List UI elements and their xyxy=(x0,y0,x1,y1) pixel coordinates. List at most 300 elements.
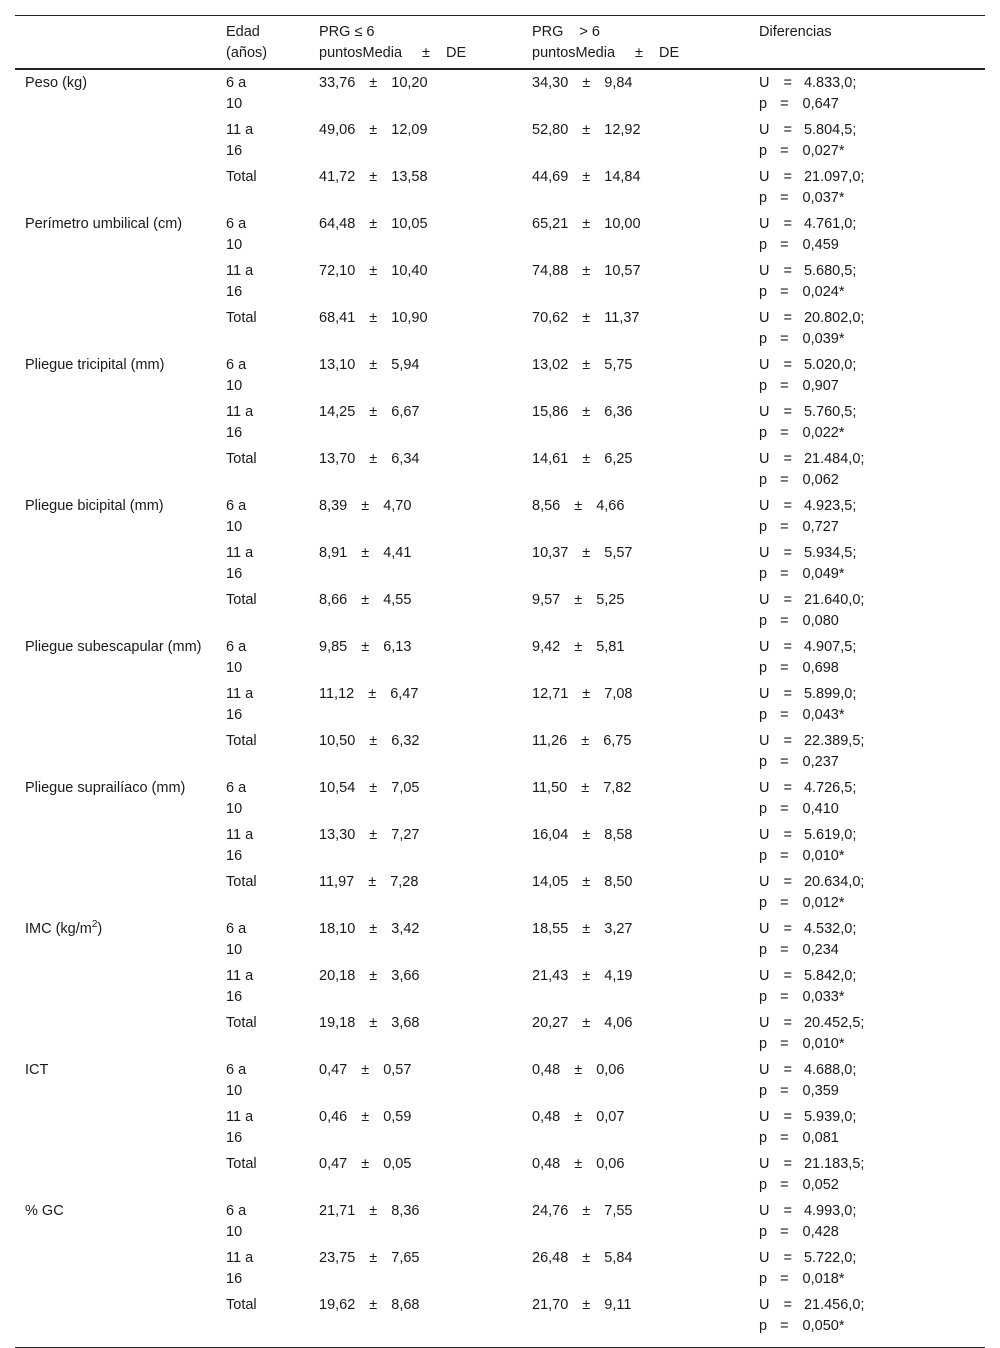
mean-value: 33,76 xyxy=(319,75,356,91)
equals-sign: = xyxy=(780,1224,789,1240)
age-group-label: 6 a 10 xyxy=(226,921,247,958)
sd-value: 10,90 xyxy=(391,310,428,326)
stat-symbol: U xyxy=(759,827,770,843)
p-value xyxy=(759,1081,985,1102)
variable-label xyxy=(15,1292,216,1348)
difference-stats xyxy=(749,775,985,822)
age-group-label: 6 a 10 xyxy=(226,216,247,253)
equals-sign: = xyxy=(783,827,792,843)
table-row xyxy=(15,1010,985,1057)
age-group-label: 11 a 16 xyxy=(226,263,254,300)
equals-sign: = xyxy=(780,895,789,911)
u-statistic xyxy=(759,1295,985,1316)
p-value xyxy=(759,1316,985,1337)
plus-minus-sign: ± xyxy=(361,639,370,655)
p-value xyxy=(759,188,985,209)
header-prg-gt6 xyxy=(522,16,749,70)
mean-value: 12,71 xyxy=(532,686,569,702)
sd-value: 7,27 xyxy=(391,827,420,843)
stat-value: 0,647 xyxy=(802,96,839,112)
equals-sign: = xyxy=(780,284,789,300)
table-row xyxy=(15,352,985,399)
sd-value: 4,41 xyxy=(383,545,412,561)
sd-value: 6,25 xyxy=(604,451,633,467)
variable-name-tail: ) xyxy=(97,921,103,937)
u-statistic xyxy=(759,919,985,940)
equals-sign: = xyxy=(783,1203,792,1219)
plus-minus-sign: ± xyxy=(369,122,378,138)
table-row xyxy=(15,305,985,352)
sd-value: 6,75 xyxy=(603,733,632,749)
stat-symbol: U xyxy=(759,1250,770,1266)
equals-sign: = xyxy=(780,1130,789,1146)
table-row xyxy=(15,446,985,493)
table-body xyxy=(15,69,985,1348)
stat-value: 0,037* xyxy=(802,190,845,206)
stat-value: 5.680,5; xyxy=(803,263,857,279)
stat-value: 0,010* xyxy=(802,1036,845,1052)
p-value xyxy=(759,940,985,961)
age-group xyxy=(216,1057,309,1104)
header-prg-le6 xyxy=(309,16,522,70)
stat-symbol: p xyxy=(759,613,768,629)
stat-symbol: p xyxy=(759,378,768,394)
plus-minus-sign: ± xyxy=(582,921,591,937)
equals-sign: = xyxy=(780,942,789,958)
variable-name: Pliegue subescapular (mm) xyxy=(25,639,202,655)
sd-value: 9,11 xyxy=(604,1297,632,1313)
age-group xyxy=(216,634,309,681)
u-statistic xyxy=(759,496,985,517)
header-prg-le6-line2 xyxy=(319,43,522,64)
plus-minus-sign: ± xyxy=(369,1297,378,1313)
equals-sign: = xyxy=(780,519,789,535)
sd-value: 7,05 xyxy=(391,780,420,796)
prg-gt6-value xyxy=(522,681,749,728)
plus-minus-sign: ± xyxy=(369,1015,378,1031)
variable-label xyxy=(15,305,216,352)
difference-stats xyxy=(749,305,985,352)
stat-value: 21.456,0; xyxy=(803,1297,865,1313)
prg-le6-value xyxy=(309,305,522,352)
sd-value: 5,75 xyxy=(604,357,633,373)
prg-gt6-value xyxy=(522,352,749,399)
variable-name: % GC xyxy=(25,1203,64,1219)
plus-minus-sign: ± xyxy=(369,75,378,91)
age-group-label: Total xyxy=(226,451,257,467)
age-group-label: Total xyxy=(226,1297,257,1313)
p-value xyxy=(759,564,985,585)
table-row xyxy=(15,1104,985,1151)
variable-name: Pliegue tricipital (mm) xyxy=(25,357,165,373)
stat-value: 0,081 xyxy=(802,1130,839,1146)
age-group xyxy=(216,352,309,399)
header-de: DE xyxy=(446,45,467,61)
prg-gt6-value xyxy=(522,258,749,305)
mean-value: 11,26 xyxy=(532,733,568,749)
age-group-label: Total xyxy=(226,733,257,749)
age-group-label: 11 a 16 xyxy=(226,968,254,1005)
plus-minus-sign: ± xyxy=(368,874,377,890)
prg-gt6-value xyxy=(522,117,749,164)
plus-minus-sign: ± xyxy=(369,216,378,232)
plus-minus-sign: ± xyxy=(369,169,378,185)
p-value xyxy=(759,235,985,256)
age-group-label: Total xyxy=(226,1156,257,1172)
sd-value: 5,84 xyxy=(604,1250,633,1266)
u-statistic xyxy=(759,1201,985,1222)
mean-value: 14,05 xyxy=(532,874,569,890)
stat-symbol: p xyxy=(759,1318,768,1334)
prg-gt6-value xyxy=(522,1010,749,1057)
age-group xyxy=(216,869,309,916)
mean-value: 15,86 xyxy=(532,404,569,420)
variable-label xyxy=(15,1245,216,1292)
equals-sign: = xyxy=(783,263,792,279)
u-statistic xyxy=(759,261,985,282)
sd-value: 3,66 xyxy=(391,968,420,984)
table-row xyxy=(15,117,985,164)
header-text: puntosMedia xyxy=(319,45,403,61)
plus-minus-sign: ± xyxy=(582,310,591,326)
stat-value: 0,022* xyxy=(802,425,845,441)
age-group-label: 6 a 10 xyxy=(226,639,247,676)
difference-stats xyxy=(749,587,985,634)
equals-sign: = xyxy=(780,566,789,582)
plus-minus-sign: ± xyxy=(582,75,591,91)
u-statistic xyxy=(759,684,985,705)
stat-symbol: p xyxy=(759,660,768,676)
variable-label xyxy=(15,399,216,446)
sd-value: 8,68 xyxy=(391,1297,420,1313)
age-group-label: 11 a 16 xyxy=(226,122,254,159)
header-de: DE xyxy=(659,45,680,61)
sd-value: 14,84 xyxy=(604,169,641,185)
plus-minus-sign: ± xyxy=(582,216,591,232)
equals-sign: = xyxy=(783,404,792,420)
equals-sign: = xyxy=(783,874,792,890)
stat-value: 5.020,0; xyxy=(803,357,857,373)
plus-minus-sign: ± xyxy=(369,451,378,467)
p-value xyxy=(759,611,985,632)
stat-symbol: U xyxy=(759,592,770,608)
age-group xyxy=(216,1151,309,1198)
prg-gt6-value xyxy=(522,869,749,916)
prg-le6-value xyxy=(309,1198,522,1245)
sd-value: 3,68 xyxy=(391,1015,420,1031)
stat-symbol: p xyxy=(759,96,768,112)
u-statistic xyxy=(759,402,985,423)
prg-le6-value xyxy=(309,446,522,493)
stat-symbol: p xyxy=(759,848,768,864)
plus-minus-sign: ± xyxy=(574,1156,583,1172)
equals-sign: = xyxy=(783,733,792,749)
mean-value: 18,10 xyxy=(319,921,356,937)
p-value xyxy=(759,893,985,914)
equals-sign: = xyxy=(780,425,789,441)
difference-stats xyxy=(749,69,985,117)
variable-label xyxy=(15,822,216,869)
prg-le6-value xyxy=(309,728,522,775)
prg-le6-value xyxy=(309,399,522,446)
variable-label xyxy=(15,1151,216,1198)
prg-gt6-value xyxy=(522,399,749,446)
stat-value: 4.923,5; xyxy=(803,498,857,514)
prg-gt6-value xyxy=(522,211,749,258)
sd-value: 5,57 xyxy=(604,545,633,561)
stat-value: 0,698 xyxy=(802,660,839,676)
header-age-line1: Edad xyxy=(226,24,260,40)
plus-minus-sign: ± xyxy=(369,1250,378,1266)
sd-value: 12,09 xyxy=(391,122,428,138)
mean-value: 8,56 xyxy=(532,498,561,514)
stat-value: 4.688,0; xyxy=(803,1062,857,1078)
mean-value: 16,04 xyxy=(532,827,569,843)
stat-symbol: U xyxy=(759,686,770,702)
table-row xyxy=(15,634,985,681)
equals-sign: = xyxy=(780,190,789,206)
stat-value: 0,010* xyxy=(802,848,845,864)
mean-value: 21,43 xyxy=(532,968,569,984)
stat-symbol: U xyxy=(759,451,770,467)
table-row xyxy=(15,69,985,117)
stat-symbol: p xyxy=(759,472,768,488)
age-group-label: 6 a 10 xyxy=(226,357,247,394)
age-group-label: Total xyxy=(226,310,257,326)
age-group-label: 6 a 10 xyxy=(226,1062,247,1099)
stat-symbol: U xyxy=(759,169,770,185)
equals-sign: = xyxy=(783,545,792,561)
sd-value: 0,05 xyxy=(383,1156,412,1172)
p-value xyxy=(759,752,985,773)
age-group-label: 11 a 16 xyxy=(226,404,254,441)
stat-symbol: p xyxy=(759,895,768,911)
stat-symbol: U xyxy=(759,921,770,937)
mean-value: 0,47 xyxy=(319,1156,348,1172)
prg-gt6-value xyxy=(522,916,749,963)
difference-stats xyxy=(749,446,985,493)
sd-value: 4,06 xyxy=(604,1015,633,1031)
plus-minus-sign: ± xyxy=(582,451,591,467)
table-row xyxy=(15,869,985,916)
plus-minus-sign: ± xyxy=(582,968,591,984)
p-value xyxy=(759,1222,985,1243)
difference-stats xyxy=(749,1104,985,1151)
prg-le6-value xyxy=(309,916,522,963)
sd-value: 7,65 xyxy=(391,1250,420,1266)
prg-gt6-value xyxy=(522,963,749,1010)
p-value xyxy=(759,705,985,726)
variable-name: Pliegue suprailíaco (mm) xyxy=(25,780,186,796)
prg-le6-value xyxy=(309,775,522,822)
sd-value: 10,00 xyxy=(604,216,641,232)
plus-minus-sign: ± xyxy=(582,357,591,373)
equals-sign: = xyxy=(780,801,789,817)
difference-stats xyxy=(749,540,985,587)
plus-minus-sign: ± xyxy=(582,169,591,185)
prg-le6-value xyxy=(309,1292,522,1348)
sd-value: 7,82 xyxy=(603,780,632,796)
p-value xyxy=(759,470,985,491)
difference-stats xyxy=(749,963,985,1010)
prg-le6-value xyxy=(309,258,522,305)
stat-symbol: U xyxy=(759,1156,770,1172)
prg-le6-value xyxy=(309,963,522,1010)
plus-minus-sign: ± xyxy=(361,1156,370,1172)
prg-le6-value xyxy=(309,352,522,399)
stat-symbol: p xyxy=(759,1271,768,1287)
prg-le6-value xyxy=(309,1245,522,1292)
difference-stats xyxy=(749,1057,985,1104)
u-statistic xyxy=(759,120,985,141)
stat-symbol: p xyxy=(759,989,768,1005)
stat-value: 0,027* xyxy=(802,143,845,159)
header-age xyxy=(216,16,309,70)
age-group xyxy=(216,1292,309,1348)
sd-value: 0,06 xyxy=(596,1062,625,1078)
mean-value: 64,48 xyxy=(319,216,356,232)
mean-value: 20,18 xyxy=(319,968,356,984)
mean-value: 72,10 xyxy=(319,263,356,279)
prg-le6-value xyxy=(309,1151,522,1198)
u-statistic xyxy=(759,543,985,564)
stat-value: 5.804,5; xyxy=(803,122,857,138)
equals-sign: = xyxy=(780,1177,789,1193)
table-row xyxy=(15,1151,985,1198)
age-group-label: 6 a 10 xyxy=(226,75,247,112)
table-row xyxy=(15,164,985,211)
stat-value: 5.842,0; xyxy=(803,968,857,984)
equals-sign: = xyxy=(783,686,792,702)
plus-minus-sign: ± xyxy=(582,122,591,138)
table-row xyxy=(15,963,985,1010)
equals-sign: = xyxy=(783,357,792,373)
mean-value: 10,50 xyxy=(319,733,356,749)
difference-stats xyxy=(749,681,985,728)
age-group xyxy=(216,728,309,775)
mean-value: 8,66 xyxy=(319,592,348,608)
variable-label xyxy=(15,352,216,399)
age-group xyxy=(216,540,309,587)
u-statistic xyxy=(759,167,985,188)
age-group xyxy=(216,69,309,117)
stat-value: 0,062 xyxy=(802,472,839,488)
p-value xyxy=(759,1128,985,1149)
age-group-label: Total xyxy=(226,169,257,185)
variable-label xyxy=(15,775,216,822)
stat-symbol: U xyxy=(759,1109,770,1125)
mean-value: 0,48 xyxy=(532,1062,561,1078)
equals-sign: = xyxy=(783,1297,792,1313)
stat-value: 0,410 xyxy=(802,801,839,817)
age-group xyxy=(216,1010,309,1057)
header-pm: ± xyxy=(635,45,643,61)
stat-value: 4.993,0; xyxy=(803,1203,857,1219)
table-row xyxy=(15,211,985,258)
sd-value: 4,55 xyxy=(383,592,412,608)
equals-sign: = xyxy=(783,75,792,91)
sd-value: 3,42 xyxy=(391,921,420,937)
stat-value: 0,428 xyxy=(802,1224,839,1240)
table-row xyxy=(15,822,985,869)
age-group xyxy=(216,1198,309,1245)
variable-label xyxy=(15,540,216,587)
u-statistic xyxy=(759,214,985,235)
mean-value: 13,70 xyxy=(319,451,356,467)
equals-sign: = xyxy=(780,1083,789,1099)
stat-symbol: U xyxy=(759,357,770,373)
mean-value: 21,70 xyxy=(532,1297,569,1313)
plus-minus-sign: ± xyxy=(574,592,583,608)
plus-minus-sign: ± xyxy=(369,310,378,326)
equals-sign: = xyxy=(783,592,792,608)
stat-symbol: U xyxy=(759,216,770,232)
u-statistic xyxy=(759,1248,985,1269)
header-age-line2: (años) xyxy=(226,45,268,61)
variable-label xyxy=(15,258,216,305)
prg-gt6-value xyxy=(522,69,749,117)
stat-value: 0,359 xyxy=(802,1083,839,1099)
age-group xyxy=(216,916,309,963)
stat-symbol: p xyxy=(759,1036,768,1052)
variable-label xyxy=(15,869,216,916)
variable-name: IMC (kg/m xyxy=(25,921,92,937)
stat-symbol: U xyxy=(759,263,770,279)
stat-value: 0,049* xyxy=(802,566,845,582)
mean-value: 19,18 xyxy=(319,1015,356,1031)
prg-le6-value xyxy=(309,681,522,728)
difference-stats xyxy=(749,211,985,258)
u-statistic xyxy=(759,1154,985,1175)
difference-stats xyxy=(749,352,985,399)
stat-value: 22.389,5; xyxy=(803,733,865,749)
prg-gt6-value xyxy=(522,1104,749,1151)
variable-label xyxy=(15,1198,216,1245)
stat-symbol: U xyxy=(759,310,770,326)
variable-label xyxy=(15,681,216,728)
age-group xyxy=(216,1104,309,1151)
mean-value: 34,30 xyxy=(532,75,569,91)
prg-gt6-value xyxy=(522,1292,749,1348)
age-group-label: 11 a 16 xyxy=(226,545,254,582)
header-variable xyxy=(15,16,216,70)
difference-stats xyxy=(749,1010,985,1057)
stat-value: 20.802,0; xyxy=(803,310,865,326)
sd-value: 6,34 xyxy=(391,451,420,467)
stat-symbol: U xyxy=(759,639,770,655)
stat-value: 0,907 xyxy=(802,378,839,394)
stat-value: 5.619,0; xyxy=(803,827,857,843)
equals-sign: = xyxy=(780,472,789,488)
plus-minus-sign: ± xyxy=(369,780,378,796)
plus-minus-sign: ± xyxy=(361,1109,370,1125)
equals-sign: = xyxy=(783,780,792,796)
plus-minus-sign: ± xyxy=(369,357,378,373)
prg-gt6-value xyxy=(522,540,749,587)
prg-gt6-value xyxy=(522,822,749,869)
age-group xyxy=(216,305,309,352)
age-group-label: 11 a 16 xyxy=(226,686,254,723)
equals-sign: = xyxy=(783,451,792,467)
u-statistic xyxy=(759,1107,985,1128)
stat-symbol: U xyxy=(759,1203,770,1219)
difference-stats xyxy=(749,493,985,540)
variable-label xyxy=(15,728,216,775)
u-statistic xyxy=(759,355,985,376)
prg-le6-value xyxy=(309,540,522,587)
p-value xyxy=(759,517,985,538)
mean-value: 11,97 xyxy=(319,874,355,890)
